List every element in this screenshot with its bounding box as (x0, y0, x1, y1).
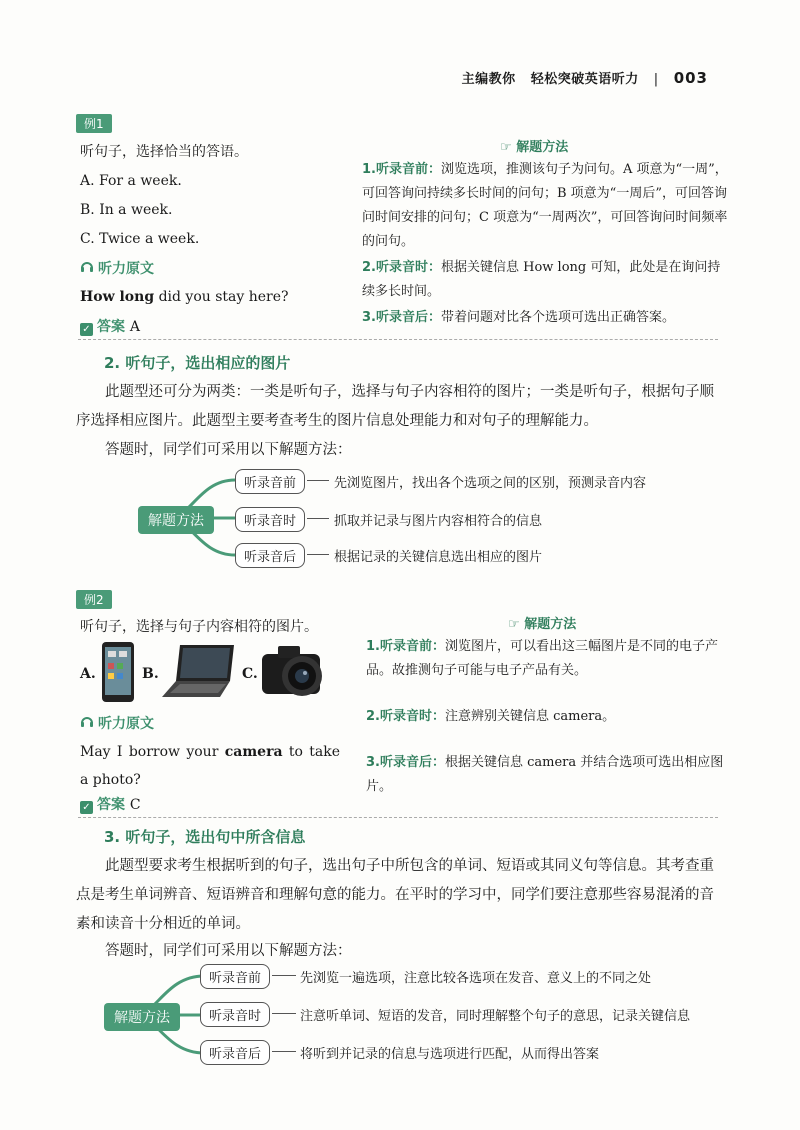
ex1-script-label: 听力原文 (98, 261, 154, 277)
section2-intro: 答题时，同学们可采用以下解题方法： (105, 442, 352, 458)
ex1-script-heading (80, 258, 154, 278)
section2-paragraph: 此题型还可分为两类：一类是听句子，选择与句子内容相符的图片；一类是听句子，根据句子顺序选择相应图片。此题型主要考查考生的图片信息处理能力和对句子的理解能力。 (76, 384, 714, 429)
ex1-method-2 (362, 256, 732, 304)
ex2-m3-label: 3.听录音后： (366, 755, 445, 770)
ex1-m1-label: 1.听录音前： (362, 162, 441, 177)
mindmap-3-desc-1: 先浏览一遍选项，注意比较各选项在发音、意义上的不同之处 (300, 971, 652, 986)
ex2-script (80, 738, 340, 794)
mindmap-2-step-3: 听录音后 (235, 543, 305, 568)
connector (272, 1013, 296, 1014)
ex2-option-a-label: A. (80, 666, 96, 682)
mindmap-2-desc-2: 抓取并记录与图片内容相符合的信息 (334, 514, 543, 529)
ex1-script (80, 287, 289, 307)
mindmap-2-step-2: 听录音时 (235, 507, 305, 532)
section3-paragraph: 此题型要求考生根据听到的句子，选出句子中所包含的单词、短语或其同义句等信息。其考查重点是考生单词辨音、短语辨音和理解句意的能力。在平时的学习中，同学们要注意那些容易混淆的音素和读音十分相近的单词。 (76, 858, 714, 932)
ex1-script-bold: How long (80, 289, 155, 305)
ex1-method-title (500, 136, 568, 155)
mindmap-2-desc-3: 根据记录的关键信息选出相应的图片 (334, 550, 543, 565)
laptop-image (160, 643, 236, 699)
ex2-m3-text: 根据关键信息 camera 并结合选项可选出相应图片。 (366, 755, 724, 794)
check-icon: ✓ (80, 323, 93, 336)
headphones-icon (80, 715, 94, 732)
mindmap-3-desc-3: 将听到并记录的信息与选项进行匹配，从而得出答案 (300, 1047, 600, 1062)
ex1-question: 听句子，选择恰当的答语。 (80, 144, 248, 160)
check-icon: ✓ (80, 801, 93, 814)
ex2-method-2 (366, 705, 724, 729)
ex2-option-b-label: B. (142, 666, 159, 682)
connector (272, 1051, 296, 1052)
section3-title: 3. 听句子，选出句中所含信息 (104, 828, 306, 846)
ex2-m2-label: 2.听录音时： (366, 709, 445, 724)
ex2-m1-label: 1.听录音前： (366, 639, 445, 654)
ex2-method-3 (366, 751, 724, 799)
ex2-method-title-text: 解题方法 (524, 617, 577, 632)
ex1-method-title-text: 解题方法 (516, 140, 569, 155)
divider-2 (78, 817, 718, 818)
example1-tag: 例1 (76, 114, 112, 133)
section3-intro: 答题时，同学们可采用以下解题方法： (105, 943, 352, 959)
ex1-m3-label: 3.听录音后： (362, 310, 441, 325)
ex1-script-rest: did you stay here? (154, 289, 289, 305)
mindmap-3-step-1: 听录音前 (200, 964, 270, 989)
example2-tag: 例2 (76, 590, 112, 609)
headphones-icon (80, 260, 94, 277)
ex2-script-bold: camera (224, 744, 283, 760)
ex1-method-1 (362, 158, 732, 254)
mindmap-3-desc-2: 注意听单词、短语的发音，同时理解整个句子的意思，记录关键信息 (300, 1009, 691, 1024)
divider-1 (78, 339, 718, 340)
ex1-answer-value: A (129, 319, 140, 335)
phone-image (100, 641, 136, 703)
ex2-script-post: to take a photo? (80, 744, 341, 788)
ex1-answer-label: 答案 (97, 319, 125, 335)
ex2-m2-text: 注意辨别关键信息 camera。 (444, 709, 616, 724)
pointing-hand-icon: ☞ (508, 617, 520, 632)
page-header (462, 68, 708, 87)
connector (272, 975, 296, 976)
ex1-option-a: A. For a week. (80, 173, 182, 189)
header-book: 主编教你 (461, 72, 516, 87)
ex2-answer (80, 794, 141, 814)
ex1-answer (80, 316, 140, 336)
mindmap-3-step-3: 听录音后 (200, 1040, 270, 1065)
page-number: 003 (673, 69, 708, 87)
mindmap-2-desc-1: 先浏览图片，找出各个选项之间的区别，预测录音内容 (334, 476, 647, 491)
camera-image (260, 642, 326, 700)
ex2-script-heading (80, 713, 154, 733)
ex2-method-1 (366, 635, 724, 683)
ex1-m2-label: 2.听录音时： (362, 260, 441, 275)
ex2-answer-value: C (129, 797, 141, 813)
ex1-method-body (362, 158, 732, 330)
ex1-m3-text: 带着问题对比各个选项可选出正确答案。 (440, 310, 675, 325)
connector (307, 480, 329, 481)
connector (307, 554, 329, 555)
ex2-script-pre: May I borrow your (80, 744, 225, 760)
section2-title: 2. 听句子，选出相应的图片 (104, 354, 291, 372)
pointing-hand-icon: ☞ (500, 140, 512, 155)
ex1-m2-text: 根据关键信息 How long 可知，此处是在询问持续多长时间。 (362, 260, 721, 299)
mindmap-3-step-2: 听录音时 (200, 1002, 270, 1027)
ex1-option-c: C. Twice a week. (80, 231, 200, 247)
ex2-script-label: 听力原文 (98, 716, 154, 732)
ex1-option-b: B. In a week. (80, 202, 173, 218)
ex2-method-body (366, 635, 724, 799)
header-sep: | (653, 72, 659, 87)
mindmap-2-center: 解题方法 (138, 506, 214, 534)
connector (307, 518, 329, 519)
ex2-method-title (508, 613, 576, 632)
header-title: 轻松突破英语听力 (530, 72, 639, 87)
mindmap-3-center: 解题方法 (104, 1003, 180, 1031)
ex2-m1-text: 浏览图片，可以看出这三幅图片是不同的电子产品。故推测句子可能与电子产品有关。 (366, 639, 718, 678)
ex2-option-c-label: C. (242, 666, 258, 682)
mindmap-2-step-1: 听录音前 (235, 469, 305, 494)
ex2-question: 听句子，选择与句子内容相符的图片。 (80, 619, 318, 635)
ex2-answer-label: 答案 (97, 797, 125, 813)
ex1-method-3 (362, 306, 732, 330)
ex1-m1-text: 浏览选项，推测该句子为问句。A 项意为“一周”，可回答询问持续多长时间的问句；B 项意为“一周后”，可回答询问时间安排的问句；C 项意为“一周两次”，可回答询问时间频率的问句。 (362, 162, 728, 249)
